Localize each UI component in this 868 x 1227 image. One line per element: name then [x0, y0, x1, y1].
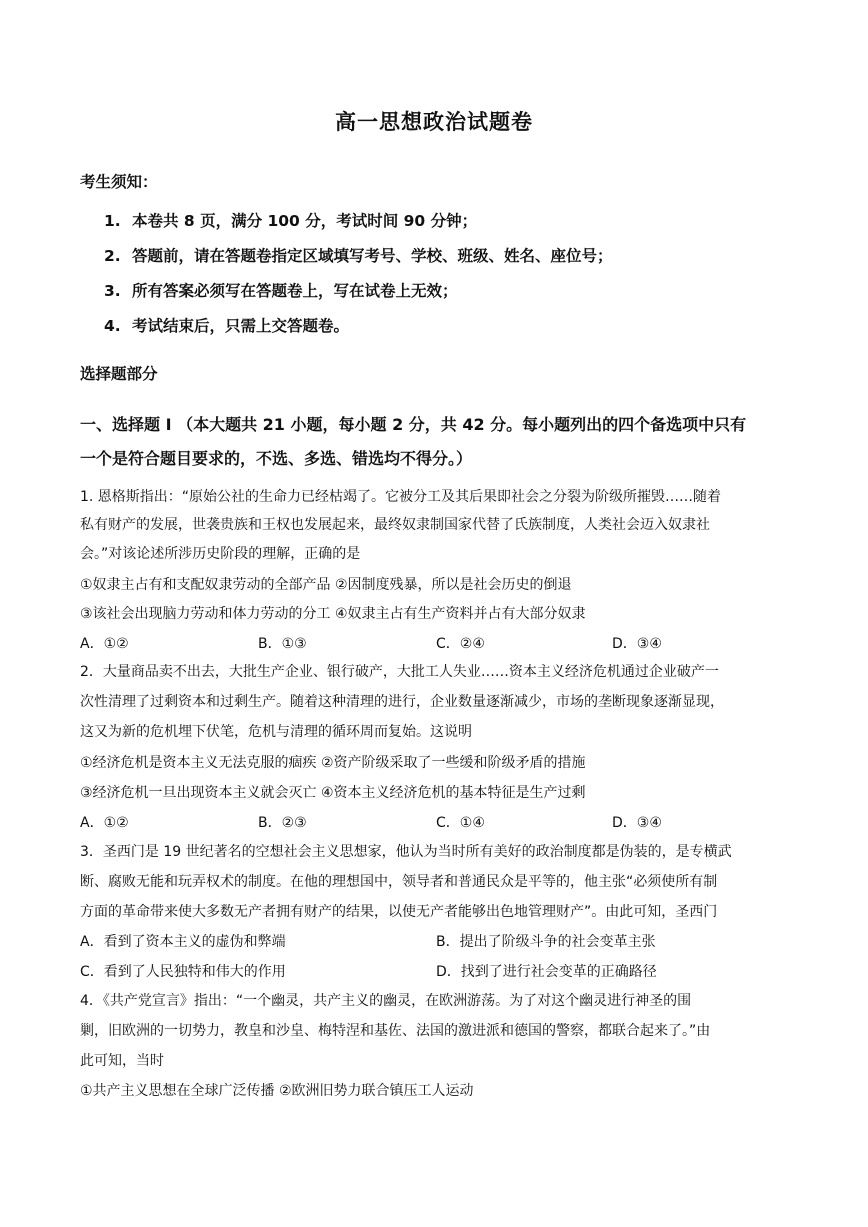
question-1-stem-line: 1. 恩格斯指出：“原始公社的生命力已经枯竭了。它被分工及其后果即社会之分裂为阶级所摧毁……随着	[80, 489, 722, 505]
question-2-stem-line: 这又为新的危机埋下伏笔，危机与清理的循环周而复始。这说明	[80, 724, 472, 740]
notice-item	[104, 314, 349, 336]
question-2-option-b: B．②③	[258, 815, 307, 831]
question-3-stem-line: 方面的革命带来使大多数无产者拥有财产的结果，以使无产者能够出色地管理财产”。由此可知，圣西门	[80, 904, 718, 920]
question-2-statements: ③经济危机一旦出现资本主义就会灭亡 ④资本主义经济危机的基本特征是生产过剩	[80, 785, 586, 801]
question-1-option-b: B．①③	[258, 636, 307, 652]
question-3-stem-line: 3．圣西门是 19 世纪著名的空想社会主义思想家，他认为当时所有美好的政治制度都是伪装的，是专横武	[80, 844, 732, 860]
question-3-option-c: C．看到了人民独特和伟大的作用	[80, 964, 286, 980]
question-1-option-c: C．②④	[436, 636, 485, 652]
question-3-option-d: D．找到了进行社会变革的正确路径	[436, 964, 657, 980]
question-1-stem-line: 会。”对该论述所涉历史阶段的理解，正确的是	[80, 546, 361, 562]
notice-item-number: 1.	[104, 212, 121, 230]
question-1-statements: ③该社会出现脑力劳动和体力劳动的分工 ④奴隶主占有生产资料并占有大部分奴隶	[80, 606, 586, 622]
notice-item-text: 所有答案必须写在答题卷上，写在试卷上无效；	[132, 282, 458, 300]
notice-item-number: 2.	[104, 247, 121, 265]
question-2-option-c: C．①④	[436, 815, 485, 831]
section-heading-line: 一个是符合题目要求的，不选、多选、错选均不得分。）	[80, 449, 473, 468]
notice-heading: 考生须知：	[80, 173, 158, 191]
question-1-option-a: A．①②	[80, 636, 129, 652]
question-2-option-a: A．①②	[80, 815, 129, 831]
notice-item-text: 本卷共 8 页，满分 100 分，考试时间 90 分钟；	[132, 212, 478, 230]
page-title: 高一思想政治试题卷	[335, 110, 533, 134]
notice-item-number: 3.	[104, 282, 121, 300]
question-1-statements: ①奴隶主占有和支配奴隶劳动的全部产品 ②因制度残暴，所以是社会历史的倒退	[80, 577, 572, 593]
question-2-stem-line: 2．大量商品卖不出去，大批生产企业、银行破产，大批工人失业……资本主义经济危机通过企业破产一	[80, 664, 719, 680]
notice-item	[104, 279, 458, 301]
notice-item-text: 答题前，请在答题卷指定区域填写考号、学校、班级、姓名、座位号；	[132, 247, 613, 265]
notice-item-number: 4.	[104, 317, 121, 335]
notice-item	[104, 244, 613, 266]
question-3-option-a: A．看到了资本主义的虚伪和弊端	[80, 934, 286, 950]
notice-item	[104, 209, 477, 231]
notice-item-text: 考试结束后，只需上交答题卷。	[132, 317, 350, 335]
question-2-option-d: D．③④	[612, 815, 662, 831]
part-label: 选择题部分	[80, 365, 158, 383]
question-4-statements: ①共产主义思想在全球广泛传播 ②欧洲旧势力联合镇压工人运动	[80, 1083, 474, 1099]
question-2-stem-line: 次性清理了过剩资本和过剩生产。随着这种清理的进行，企业数量逐渐减少，市场的垄断现象逐渐显现，	[80, 694, 724, 710]
question-3-stem-line: 断、腐败无能和玩弄权术的制度。在他的理想国中，领导者和普通民众是平等的，他主张“必须使所有制	[80, 874, 718, 890]
question-3-option-b: B．提出了阶级斗争的社会变革主张	[436, 934, 656, 950]
section-heading-line: 一、选择题 I （本大题共 21 小题，每小题 2 分，共 42 分。每小题列出的四个备选项中只有	[80, 415, 747, 434]
question-1-option-d: D．③④	[612, 636, 662, 652]
question-2-statements: ①经济危机是资本主义无法克服的痼疾 ②资产阶级采取了一些缓和阶级矛盾的措施	[80, 755, 586, 771]
question-1-stem-line: 私有财产的发展，世袭贵族和王权也发展起来，最终奴隶制国家代替了氏族制度，人类社会迈入奴隶社	[80, 517, 710, 533]
question-4-stem-line: 此可知，当时	[80, 1053, 164, 1069]
question-4-stem-line: 4．《共产党宣言》指出：“一个幽灵，共产主义的幽灵，在欧洲游荡。为了对这个幽灵进行神圣的围	[80, 993, 692, 1009]
question-4-stem-line: 剿，旧欧洲的一切势力，教皇和沙皇、梅特涅和基佐、法国的激进派和德国的警察，都联合起来了。”由	[80, 1023, 711, 1039]
